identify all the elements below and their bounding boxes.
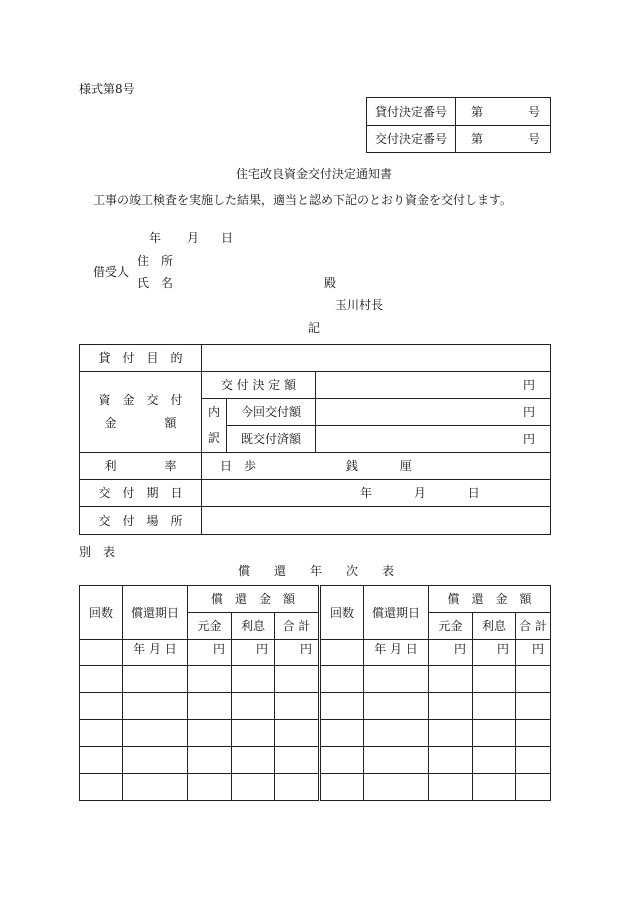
- table-cell[interactable]: [188, 774, 232, 801]
- total-header: 合 計: [516, 613, 551, 640]
- previous-amount-value[interactable]: 円: [316, 426, 551, 453]
- table-cell[interactable]: [473, 774, 516, 801]
- grant-decision-label: 交付決定番号: [367, 126, 456, 153]
- yen-unit: 円: [275, 640, 320, 666]
- yen-unit: 円: [473, 640, 516, 666]
- previous-amount-label: 既交付済額: [227, 426, 316, 453]
- decided-amount-value[interactable]: 円: [316, 372, 551, 399]
- table-cell[interactable]: [188, 666, 232, 693]
- table-cell[interactable]: [364, 693, 429, 720]
- table-cell[interactable]: [275, 693, 320, 720]
- address-label: 住 所: [137, 254, 174, 268]
- table-cell[interactable]: [429, 666, 473, 693]
- table-cell[interactable]: [516, 666, 551, 693]
- table-row: [80, 774, 551, 801]
- table-cell[interactable]: [123, 747, 188, 774]
- amount-header-left: 償 還 金 額: [188, 586, 320, 613]
- table-cell[interactable]: [429, 774, 473, 801]
- table-cell[interactable]: [320, 720, 364, 747]
- table-cell[interactable]: [123, 693, 188, 720]
- table-cell[interactable]: [80, 693, 123, 720]
- principal-header: 元金: [188, 613, 232, 640]
- table-cell[interactable]: [80, 774, 123, 801]
- breakdown-label: [202, 399, 227, 453]
- table-cell[interactable]: [320, 666, 364, 693]
- table-cell[interactable]: [275, 666, 320, 693]
- grant-date-value[interactable]: [202, 480, 551, 507]
- table-cell[interactable]: [320, 640, 364, 666]
- borrower-label: 借受人: [93, 265, 130, 279]
- table-cell[interactable]: [275, 774, 320, 801]
- table-cell[interactable]: [80, 640, 123, 666]
- yen-unit: 円: [429, 640, 473, 666]
- table-cell[interactable]: [516, 720, 551, 747]
- table-cell[interactable]: [516, 747, 551, 774]
- purpose-label: 貸 付 目 的: [80, 345, 202, 372]
- yen-unit: 円: [516, 640, 551, 666]
- table-cell[interactable]: [80, 747, 123, 774]
- intro-text: 工事の竣工検査を実施した結果，適当と認め下記のとおり資金を交付します。: [93, 193, 513, 207]
- table-cell[interactable]: [80, 720, 123, 747]
- amount-header-right: 償 還 金 額: [429, 586, 551, 613]
- date-units: 年 月 日: [123, 640, 188, 666]
- table-cell[interactable]: [473, 666, 516, 693]
- table-row: [80, 693, 551, 720]
- table-cell[interactable]: [320, 747, 364, 774]
- table-row: [80, 747, 551, 774]
- table-cell[interactable]: [188, 693, 232, 720]
- table-cell[interactable]: [364, 774, 429, 801]
- form-number: 様式第8号: [79, 82, 135, 96]
- count-header-left: 回数: [80, 586, 123, 640]
- funds-label: [80, 372, 202, 453]
- grant-decision-number[interactable]: [456, 126, 551, 153]
- table-cell[interactable]: [80, 666, 123, 693]
- grant-place-value[interactable]: [202, 507, 551, 535]
- table-cell[interactable]: [188, 720, 232, 747]
- table-cell[interactable]: [473, 720, 516, 747]
- interest-unit-rin: 厘: [399, 459, 412, 473]
- loan-decision-label: 貸付決定番号: [367, 98, 456, 126]
- table-cell[interactable]: [473, 693, 516, 720]
- table-cell[interactable]: [473, 747, 516, 774]
- date-header-left: 償還期日: [123, 586, 188, 640]
- table-cell[interactable]: [275, 720, 320, 747]
- document-title: 住宅改良資金交付決定通知書: [236, 167, 393, 181]
- grant-date-year: 年: [360, 486, 373, 500]
- interest-header: 利息: [232, 613, 275, 640]
- go-text: 号: [527, 132, 540, 146]
- grant-date-month: 月: [413, 486, 426, 500]
- table-cell[interactable]: [364, 747, 429, 774]
- interest-header: 利息: [473, 613, 516, 640]
- repayment-table: [79, 585, 551, 801]
- table-cell[interactable]: [232, 747, 275, 774]
- table-cell[interactable]: [516, 774, 551, 801]
- total-header: 合 計: [275, 613, 320, 640]
- table-cell[interactable]: [123, 666, 188, 693]
- date-day: 日: [221, 231, 234, 245]
- current-amount-value[interactable]: 円: [316, 399, 551, 426]
- interest-rate-label: 利 率: [80, 453, 202, 480]
- grant-date-day: 日: [467, 486, 480, 500]
- table-cell[interactable]: [364, 720, 429, 747]
- name-label: 氏 名: [137, 276, 174, 290]
- interest-unit-sen: 銭: [345, 459, 358, 473]
- principal-header: 元金: [429, 613, 473, 640]
- dai-text: 第: [471, 132, 484, 146]
- grant-place-label: 交 付 場 所: [80, 507, 202, 535]
- date-year: 年: [149, 231, 162, 245]
- current-amount-label: 今回交付額: [227, 399, 316, 426]
- table-cell[interactable]: [232, 774, 275, 801]
- issuer: 玉川村長: [335, 298, 384, 312]
- date-units: 年 月 日: [364, 640, 429, 666]
- date-month: 月: [187, 231, 200, 245]
- purpose-value[interactable]: [202, 345, 551, 372]
- date-header-right: 償還期日: [364, 586, 429, 640]
- table-cell[interactable]: [516, 693, 551, 720]
- table-row: [80, 720, 551, 747]
- table-cell[interactable]: [232, 720, 275, 747]
- table-cell[interactable]: [320, 774, 364, 801]
- count-header-right: 回数: [320, 586, 364, 640]
- table-cell[interactable]: [232, 666, 275, 693]
- decision-number-box: [366, 97, 551, 153]
- funds-label-line2: 金 額: [104, 416, 177, 430]
- interest-rate-value[interactable]: [202, 453, 551, 480]
- table-cell[interactable]: [275, 747, 320, 774]
- interest-unit-hibu: 日 歩: [220, 459, 257, 473]
- table-cell[interactable]: [188, 747, 232, 774]
- table-cell[interactable]: [232, 693, 275, 720]
- table-row: [80, 666, 551, 693]
- table-cell[interactable]: [123, 774, 188, 801]
- funds-label-line1: 資 金 交 付: [98, 393, 183, 408]
- yen-unit: 円: [232, 640, 275, 666]
- table-cell[interactable]: [364, 666, 429, 693]
- main-table: [79, 344, 551, 535]
- yen-unit: 円: [188, 640, 232, 666]
- ki-mark: 記: [308, 321, 321, 335]
- table-cell[interactable]: [429, 747, 473, 774]
- table-cell[interactable]: [429, 720, 473, 747]
- table-cell[interactable]: [320, 693, 364, 720]
- decided-amount-label: 交 付 決 定 額: [202, 372, 316, 399]
- honorific: 殿: [324, 276, 337, 290]
- uchi-char: 内: [207, 405, 220, 420]
- grant-date-label: 交 付 期 日: [80, 480, 202, 507]
- loan-decision-number[interactable]: [456, 98, 551, 126]
- dai-text: 第: [471, 104, 484, 119]
- repayment-title: 償 還 年 次 表: [238, 564, 395, 578]
- table-cell[interactable]: [123, 720, 188, 747]
- wake-char: 訳: [207, 430, 220, 445]
- go-text: 号: [527, 104, 540, 119]
- appendix-label: 別 表: [79, 545, 116, 559]
- table-cell[interactable]: [429, 693, 473, 720]
